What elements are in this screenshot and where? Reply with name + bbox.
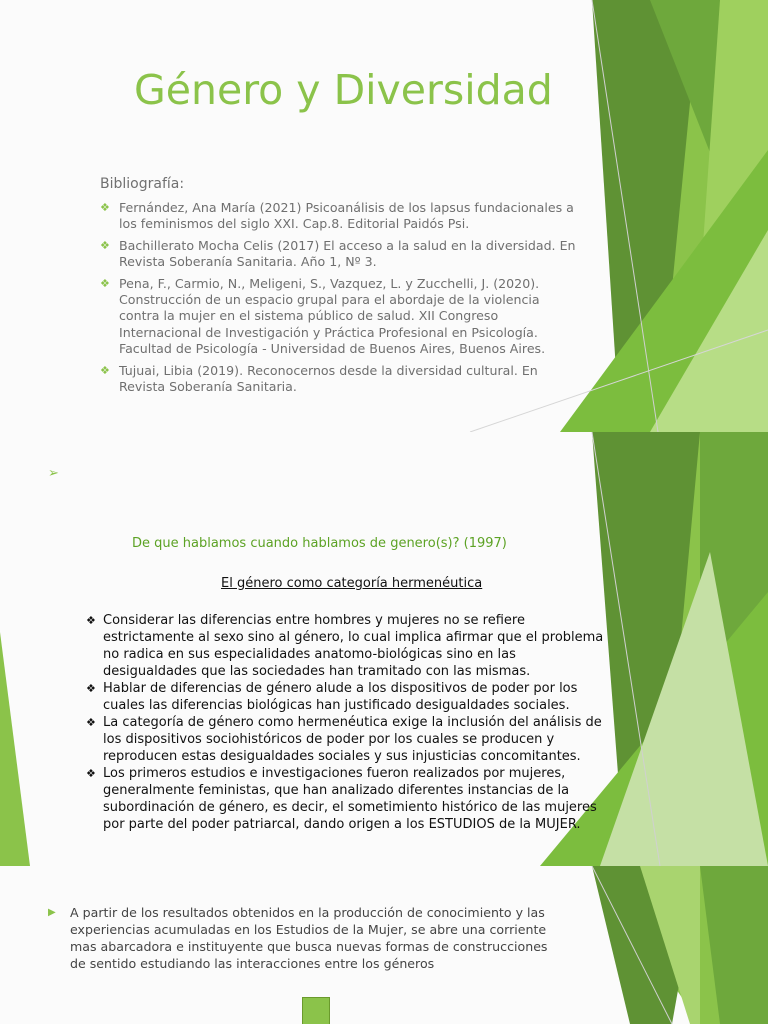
slide-2 — [0, 432, 768, 866]
reference-item: ❖ Tujuai, Libia (2019). Reconocernos desde la diversidad cultural. En Revista Soberanía Sanitaria. — [100, 362, 538, 395]
section-heading: El género como categoría hermenéutica — [221, 576, 483, 591]
paragraph-text: A partir de los resultados obtenidos en la producción de conocimiento y las experiencias acumuladas en los Estudios de la Mujer, se abre una corriente mas abarcadora e instituyente que busca nuevas formas de construcciones de sentido estudiando las interacciones entre los géneros — [70, 905, 548, 971]
bibliography-label: Bibliografía: — [100, 176, 185, 192]
slide-1 — [0, 0, 768, 432]
diamond-bullet-icon: ❖ — [100, 238, 110, 252]
paragraph-block — [48, 904, 558, 972]
list-item: ❖ La categoría de género como hermenéutica exige la inclusión del análisis de los dispositivos sociohistóricos de poder por los cuales se producen y reproducen estas desigualdades sociales y sus injusticias concomitantes. — [86, 715, 602, 764]
diamond-bullet-icon: ❖ — [100, 276, 110, 290]
slide-title: Género y Diversidad — [134, 66, 553, 114]
diamond-bullet-icon: ❖ — [86, 767, 96, 780]
points-list — [86, 612, 608, 833]
green-square-shape — [302, 997, 330, 1024]
diamond-bullet-icon: ❖ — [86, 682, 96, 695]
reference-item: ❖ Pena, F., Carmio, N., Meligeni, S., Vazquez, L. y Zucchelli, J. (2020). Construcción de un espacio grupal para el abordaje de la violencia contra la mujer en el sistema público de salud. XII Congreso Internacional de Investigación y Práctica Profesional en Psicología. Facultad de Psicología - Universidad de Buenos Aires, Buenos Aires. — [100, 275, 546, 357]
reference-list — [100, 200, 580, 400]
diamond-bullet-icon: ❖ — [100, 201, 110, 214]
reference-item: ❖ Bachillerato Mocha Celis (2017) El acceso a la salud en la diversidad. En Revista Soberanía Sanitaria. Año 1, Nº 3. — [100, 237, 576, 270]
diamond-bullet-icon: ❖ — [100, 363, 110, 377]
list-item: ❖ Hablar de diferencias de género alude a los dispositivos de poder por los cuales las diferencias biológicas han justificado desigualdades sociales. — [86, 681, 578, 713]
list-item: ❖ Los primeros estudios e investigaciones fueron realizados por mujeres, generalmente feministas, que han analizado diferentes instancias de la subordinación de género, es decir, el sometimiento histórico de las mujeres por parte del poder patriarcal, dando origen a los ESTUDIOS de la MUJER. — [86, 766, 597, 832]
slide-3 — [0, 866, 768, 1024]
diamond-bullet-icon: ❖ — [86, 614, 96, 627]
reference-item: ❖ Fernández, Ana María (2021) Psicoanálisis de los lapsus fundacionales a los feminismos del siglo XXI. Cap.8. Editorial Paidós Psi. — [100, 200, 574, 232]
slide-subtitle: De que hablamos cuando hablamos de genero(s)? (1997) — [132, 536, 507, 551]
arrow-bullet-icon: ➢ — [48, 466, 59, 481]
diamond-bullet-icon: ❖ — [86, 716, 96, 729]
triangle-bullet-icon: ▶ — [48, 907, 56, 918]
list-item: ❖ Considerar las diferencias entre hombres y mujeres no se refiere estrictamente al sexo sino al género, lo cual implica afirmar que el problema no radica en sus especialidades anatomo-biológicas sino en las desigualdades que las sociedades han tramitado con las mismas. — [86, 613, 604, 679]
